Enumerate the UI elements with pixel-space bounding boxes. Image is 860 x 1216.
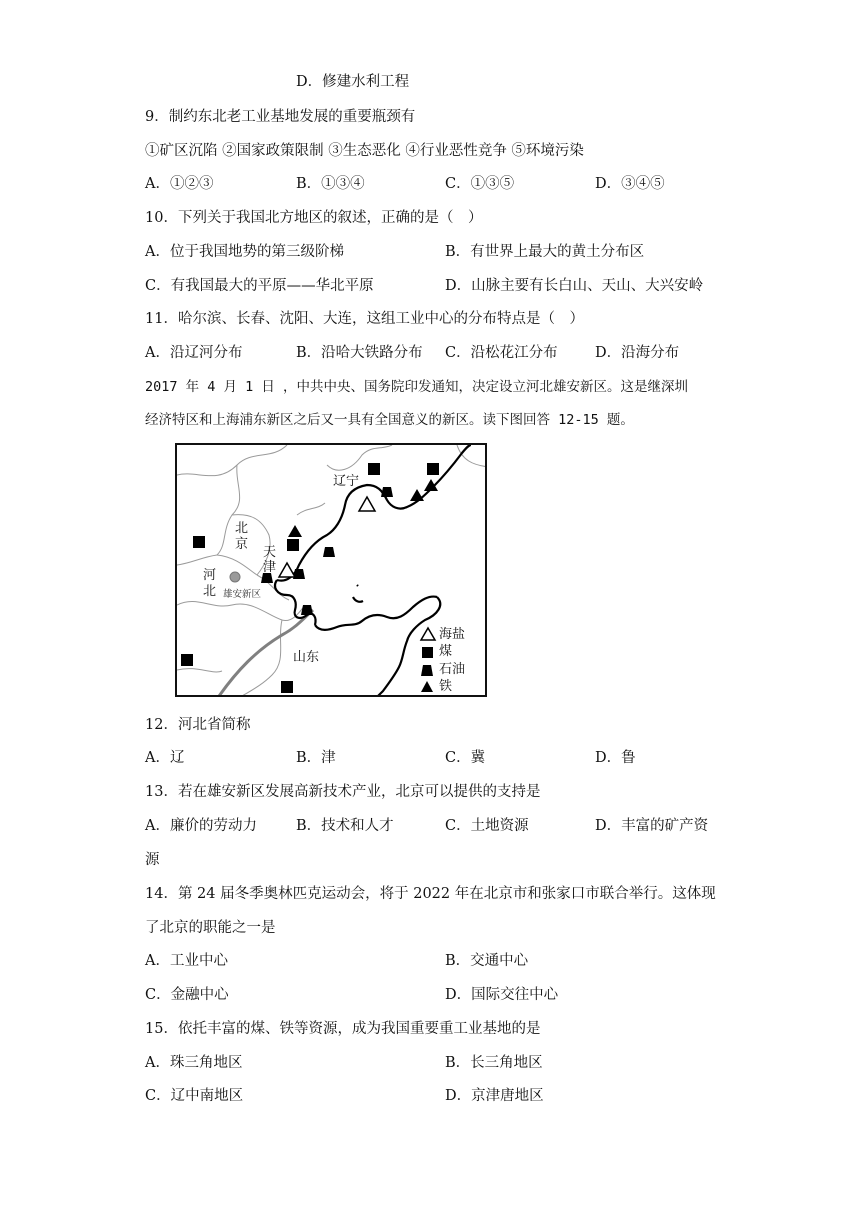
coal-marker-icon xyxy=(427,463,439,475)
label-tianjin-1: 天 xyxy=(263,545,277,560)
q14-stem-line-1: 14．第 24 届冬季奥林匹克运动会，将于 2022 年在北京市和张家口市联合举行。这体现 xyxy=(145,886,716,902)
q11-stem: 11．哈尔滨、长春、沈阳、大连，这组工业中心的分布特点是（ ） xyxy=(145,311,584,327)
label-beijing-2: 京 xyxy=(235,537,249,552)
coal-marker-icon xyxy=(287,539,299,551)
q15-stem: 15．依托丰富的煤、铁等资源，成为我国重要重工业基地的是 xyxy=(145,1021,541,1037)
q14-option-b: B．交通中心 xyxy=(445,953,529,969)
label-hebei-1: 河 xyxy=(203,568,217,583)
q15-option-c: C．辽中南地区 xyxy=(145,1088,244,1104)
legend-coal-label: 煤 xyxy=(439,644,453,659)
q12-option-a: A．辽 xyxy=(145,750,185,766)
q14-stem-line-2: 了北京的职能之一是 xyxy=(145,920,276,936)
legend-iron-icon xyxy=(421,681,433,692)
xiongan-marker-icon xyxy=(230,572,240,582)
q14-option-c: C．金融中心 xyxy=(145,987,229,1003)
salt-marker-icon xyxy=(279,563,295,577)
q15-option-d: D．京津唐地区 xyxy=(445,1088,544,1104)
q13-option-d: D．丰富的矿产资 xyxy=(595,818,709,834)
coal-marker-icon xyxy=(193,536,205,548)
q11-option-a: A．沿辽河分布 xyxy=(145,345,243,361)
q11-option-c: C．沿松花江分布 xyxy=(445,345,558,361)
q12-stem: 12．河北省简称 xyxy=(145,717,251,733)
label-tianjin-2: 津 xyxy=(263,560,277,575)
label-hebei-2: 北 xyxy=(203,584,217,599)
iron-marker-icon xyxy=(288,525,302,537)
legend-iron-label: 铁 xyxy=(439,679,453,694)
q10-option-a: A．位于我国地势的第三级阶梯 xyxy=(145,244,344,260)
oil-marker-icon xyxy=(381,487,393,497)
iron-marker-icon xyxy=(410,489,424,501)
q9-option-a: A．①②③ xyxy=(145,176,214,192)
label-beijing-1: 北 xyxy=(235,521,249,536)
q12-option-b: B．津 xyxy=(296,750,336,766)
coal-marker-icon xyxy=(181,654,193,666)
legend-oil-label: 石油 xyxy=(439,662,466,677)
q14-option-a: A．工业中心 xyxy=(145,953,228,969)
q13-option-b: B．技术和人才 xyxy=(296,818,394,834)
q10-stem: 10．下列关于我国北方地区的叙述，正确的是（ ） xyxy=(145,210,483,226)
coal-marker-icon xyxy=(281,681,293,693)
q9-option-d: D．③④⑤ xyxy=(595,176,665,192)
label-liaoning: 辽宁 xyxy=(333,474,360,489)
q13-stem: 13．若在雄安新区发展高新技术产业，北京可以提供的支持是 xyxy=(145,784,541,800)
salt-marker-icon xyxy=(359,497,375,511)
q9-option-b: B．①③④ xyxy=(296,176,365,192)
intro-line-2: 经济特区和上海浦东新区之后又一具有全国意义的新区。读下图回答 12-15 题。 xyxy=(145,412,634,428)
q11-option-b: B．沿哈大铁路分布 xyxy=(296,345,423,361)
legend-coal-icon xyxy=(422,647,433,658)
q13-option-c: C．土地资源 xyxy=(445,818,529,834)
q12-option-c: C．冀 xyxy=(445,750,486,766)
q9-option-c: C．①③⑤ xyxy=(445,176,515,192)
q12-option-d: D．鲁 xyxy=(595,750,636,766)
q14-option-d: D．国际交往中心 xyxy=(445,987,559,1003)
coal-marker-icon xyxy=(368,463,380,475)
legend-salt-icon xyxy=(421,628,435,640)
label-xiongan: 雄安新区 xyxy=(223,589,262,600)
q13-option-d-wrap: 源 xyxy=(145,852,160,868)
oil-marker-icon xyxy=(323,547,335,557)
q9-items: ①矿区沉陷 ②国家政策限制 ③生态恶化 ④行业恶性竞争 ⑤环境污染 xyxy=(145,143,584,159)
q9-stem: 9．制约东北老工业基地发展的重要瓶颈有 xyxy=(145,109,416,125)
q11-option-d: D．沿海分布 xyxy=(595,345,680,361)
q10-option-c: C．有我国最大的平原——华北平原 xyxy=(145,278,374,294)
q10-option-b: B．有世界上最大的黄土分布区 xyxy=(445,244,645,260)
q10-option-d: D．山脉主要有长白山、天山、大兴安岭 xyxy=(445,278,704,294)
legend-oil-icon xyxy=(421,665,433,676)
q15-option-a: A．珠三角地区 xyxy=(145,1055,243,1071)
q13-option-a: A．廉价的劳动力 xyxy=(145,818,257,834)
intro-line-1: 2017 年 4 月 1 日 ，中共中央、国务院印发通知，决定设立河北雄安新区。这是继深圳 xyxy=(145,379,689,395)
map-figure xyxy=(175,443,487,697)
q8-option-d: D．修建水利工程 xyxy=(296,74,410,90)
q15-option-b: B．长三角地区 xyxy=(445,1055,543,1071)
oil-marker-icon xyxy=(301,605,313,615)
label-shandong: 山东 xyxy=(293,650,320,665)
legend-salt-label: 海盐 xyxy=(439,627,466,642)
